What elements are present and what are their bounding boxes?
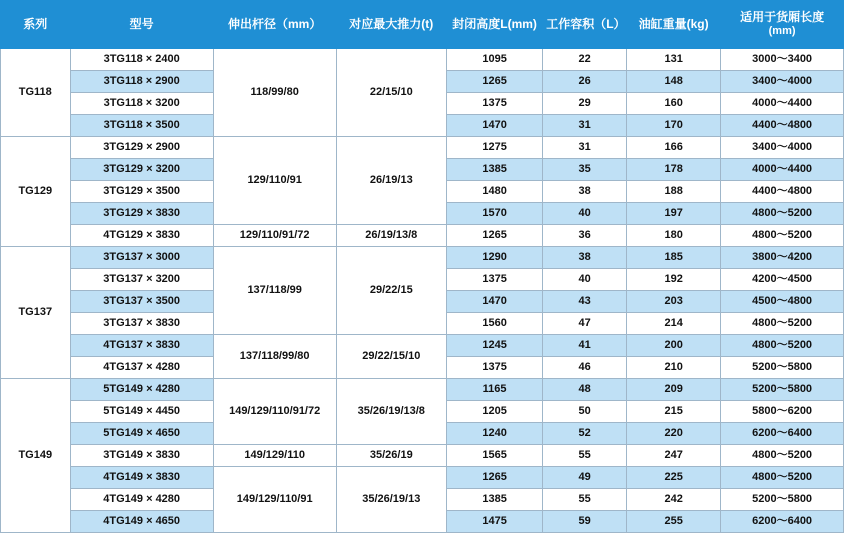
working-volume-cell: 22 [543,49,627,71]
column-header-rod-diameter [213,1,336,49]
table-row [1,49,844,71]
closed-height-cell: 1470 [447,115,543,137]
model-cell: 3TG129 × 3200 [70,159,213,181]
table-row [1,225,844,247]
working-volume-cell: 49 [543,467,627,489]
column-header-max-thrust [336,1,446,49]
working-volume-cell: 52 [543,423,627,445]
cargo-length-cell: 4800～5200 [721,467,844,489]
closed-height-cell: 1205 [447,401,543,423]
cargo-length-cell: 6200～6400 [721,423,844,445]
cylinder-weight-cell: 214 [627,313,721,335]
max-thrust-cell: 26/19/13 [336,137,446,225]
cylinder-weight-cell: 180 [627,225,721,247]
model-cell: 3TG149 × 3830 [70,445,213,467]
cargo-length-cell: 4800～5200 [721,335,844,357]
working-volume-cell: 59 [543,511,627,533]
model-cell: 3TG118 × 2400 [70,49,213,71]
rod-diameter-cell: 149/129/110/91/72 [213,379,336,445]
closed-height-cell: 1480 [447,181,543,203]
rod-diameter-cell: 149/129/110 [213,445,336,467]
cargo-length-cell: 5200～5800 [721,489,844,511]
cargo-length-cell: 5200～5800 [721,379,844,401]
header-label: 封闭高度L(mm) [452,16,537,31]
model-cell: 3TG118 × 3500 [70,115,213,137]
cylinder-weight-cell: 210 [627,357,721,379]
working-volume-cell: 41 [543,335,627,357]
working-volume-cell: 40 [543,203,627,225]
cylinder-weight-cell: 192 [627,269,721,291]
cylinder-weight-cell: 225 [627,467,721,489]
model-cell: 3TG118 × 3200 [70,93,213,115]
cargo-length-cell: 4500～4800 [721,291,844,313]
series-cell: TG149 [1,379,71,533]
working-volume-cell: 50 [543,401,627,423]
header-label: 伸出杆径（mm） [227,16,322,31]
cylinder-weight-cell: 166 [627,137,721,159]
cargo-length-cell: 4800～5200 [721,203,844,225]
model-cell: 4TG137 × 3830 [70,335,213,357]
working-volume-cell: 38 [543,247,627,269]
header-label: 工作容积（L） [546,16,626,31]
cylinder-weight-cell: 188 [627,181,721,203]
closed-height-cell: 1385 [447,489,543,511]
cylinder-weight-cell: 255 [627,511,721,533]
max-thrust-cell: 35/26/19/13/8 [336,379,446,445]
cylinder-weight-cell: 185 [627,247,721,269]
max-thrust-cell: 29/22/15/10 [336,335,446,379]
cargo-length-cell: 4000～4400 [721,159,844,181]
column-header-cylinder-weight [627,1,721,49]
table-row [1,379,844,401]
model-cell: 5TG149 × 4650 [70,423,213,445]
cylinder-weight-cell: 131 [627,49,721,71]
working-volume-cell: 40 [543,269,627,291]
cargo-length-cell: 5800～6200 [721,401,844,423]
closed-height-cell: 1290 [447,247,543,269]
table-row [1,247,844,269]
column-header-model [70,1,213,49]
closed-height-cell: 1570 [447,203,543,225]
table-row [1,445,844,467]
cylinder-weight-cell: 209 [627,379,721,401]
closed-height-cell: 1565 [447,445,543,467]
header-row [1,1,844,49]
max-thrust-cell: 35/26/19 [336,445,446,467]
header-label: 系列 [23,16,48,31]
header-label: 型号 [129,16,154,31]
cargo-length-cell: 5200～5800 [721,357,844,379]
cargo-length-cell: 4400～4800 [721,181,844,203]
cargo-length-cell: 6200～6400 [721,511,844,533]
header-label: 油缸重量(kg) [638,16,709,31]
cylinder-weight-cell: 160 [627,93,721,115]
column-header-series [1,1,71,49]
cargo-length-cell: 4000～4400 [721,93,844,115]
rod-diameter-cell: 137/118/99 [213,247,336,335]
cargo-length-cell: 4800～5200 [721,313,844,335]
working-volume-cell: 43 [543,291,627,313]
working-volume-cell: 29 [543,93,627,115]
table-header [1,1,844,49]
model-cell: 3TG137 × 3000 [70,247,213,269]
cargo-length-cell: 3400～4000 [721,137,844,159]
series-cell: TG129 [1,137,71,247]
series-cell: TG137 [1,247,71,379]
cargo-length-cell: 4400～4800 [721,115,844,137]
working-volume-cell: 26 [543,71,627,93]
max-thrust-cell: 26/19/13/8 [336,225,446,247]
model-cell: 3TG137 × 3830 [70,313,213,335]
working-volume-cell: 31 [543,115,627,137]
closed-height-cell: 1470 [447,291,543,313]
max-thrust-cell: 22/15/10 [336,49,446,137]
cylinder-weight-cell: 170 [627,115,721,137]
header-sublabel: (mm) [768,25,796,38]
working-volume-cell: 48 [543,379,627,401]
closed-height-cell: 1375 [447,93,543,115]
header-label: 对应最大推力(t) [349,16,434,31]
model-cell: 3TG118 × 2900 [70,71,213,93]
column-header-working-volume [543,1,627,49]
cylinder-weight-cell: 200 [627,335,721,357]
table-row [1,137,844,159]
rod-diameter-cell: 129/110/91/72 [213,225,336,247]
cylinder-weight-cell: 247 [627,445,721,467]
working-volume-cell: 31 [543,137,627,159]
model-cell: 3TG129 × 3500 [70,181,213,203]
model-cell: 3TG137 × 3200 [70,269,213,291]
closed-height-cell: 1165 [447,379,543,401]
closed-height-cell: 1275 [447,137,543,159]
series-cell: TG118 [1,49,71,137]
closed-height-cell: 1265 [447,467,543,489]
working-volume-cell: 36 [543,225,627,247]
header-label: 适用于货厢长度 [740,10,825,25]
working-volume-cell: 47 [543,313,627,335]
cylinder-weight-cell: 197 [627,203,721,225]
rod-diameter-cell: 118/99/80 [213,49,336,137]
column-header-cargo-length [721,1,844,49]
cylinder-weight-cell: 220 [627,423,721,445]
cylinder-weight-cell: 148 [627,71,721,93]
model-cell: 4TG149 × 4650 [70,511,213,533]
closed-height-cell: 1375 [447,269,543,291]
model-cell: 5TG149 × 4280 [70,379,213,401]
max-thrust-cell: 35/26/19/13 [336,467,446,533]
column-header-closed-height [447,1,543,49]
cargo-length-cell: 3800～4200 [721,247,844,269]
model-cell: 3TG129 × 2900 [70,137,213,159]
model-cell: 4TG149 × 3830 [70,467,213,489]
working-volume-cell: 55 [543,445,627,467]
working-volume-cell: 55 [543,489,627,511]
closed-height-cell: 1095 [447,49,543,71]
model-cell: 3TG137 × 3500 [70,291,213,313]
table-row [1,335,844,357]
cargo-length-cell: 4200～4500 [721,269,844,291]
working-volume-cell: 38 [543,181,627,203]
closed-height-cell: 1240 [447,423,543,445]
closed-height-cell: 1375 [447,357,543,379]
table-row [1,467,844,489]
closed-height-cell: 1475 [447,511,543,533]
table-body [1,49,844,533]
rod-diameter-cell: 137/118/99/80 [213,335,336,379]
cargo-length-cell: 3000～3400 [721,49,844,71]
max-thrust-cell: 29/22/15 [336,247,446,335]
cargo-length-cell: 4800～5200 [721,225,844,247]
model-cell: 4TG137 × 4280 [70,357,213,379]
model-cell: 5TG149 × 4450 [70,401,213,423]
cylinder-weight-cell: 242 [627,489,721,511]
closed-height-cell: 1385 [447,159,543,181]
closed-height-cell: 1245 [447,335,543,357]
cargo-length-cell: 4800～5200 [721,445,844,467]
model-cell: 4TG129 × 3830 [70,225,213,247]
model-cell: 3TG129 × 3830 [70,203,213,225]
closed-height-cell: 1265 [447,225,543,247]
model-cell: 4TG149 × 4280 [70,489,213,511]
working-volume-cell: 35 [543,159,627,181]
rod-diameter-cell: 149/129/110/91 [213,467,336,533]
cylinder-weight-cell: 178 [627,159,721,181]
cylinder-weight-cell: 203 [627,291,721,313]
rod-diameter-cell: 129/110/91 [213,137,336,225]
cargo-length-cell: 3400～4000 [721,71,844,93]
working-volume-cell: 46 [543,357,627,379]
closed-height-cell: 1560 [447,313,543,335]
closed-height-cell: 1265 [447,71,543,93]
cylinder-weight-cell: 215 [627,401,721,423]
